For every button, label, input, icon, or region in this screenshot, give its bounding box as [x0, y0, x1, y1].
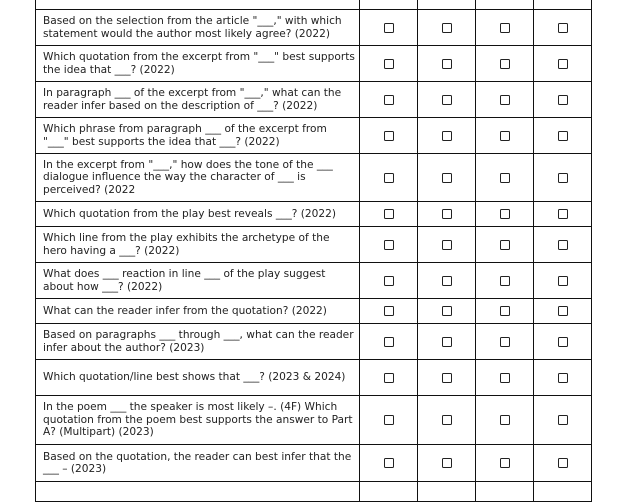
checkbox-cell: [360, 360, 418, 396]
checkbox-cell: [476, 227, 534, 263]
checkbox[interactable]: [442, 458, 452, 468]
checkbox[interactable]: [500, 95, 510, 105]
checkbox-cell: [534, 0, 592, 10]
checkbox[interactable]: [558, 23, 568, 33]
checkbox-cell: [418, 82, 476, 118]
checkbox[interactable]: [500, 306, 510, 316]
checkbox[interactable]: [558, 337, 568, 347]
checkbox[interactable]: [500, 276, 510, 286]
question-text: In the poem ___ the speaker is most likely –. (4F) Which quotation from the poem best supports the answer to Part A? (Multipart) (2023): [36, 396, 360, 445]
checkbox[interactable]: [558, 59, 568, 69]
checkbox[interactable]: [442, 240, 452, 250]
checkbox[interactable]: [384, 173, 394, 183]
checkbox-cell: [418, 227, 476, 263]
checkbox[interactable]: [558, 173, 568, 183]
checkbox[interactable]: [442, 373, 452, 383]
table-row: [36, 263, 592, 299]
checkbox[interactable]: [500, 415, 510, 425]
checkbox-cell: [418, 482, 476, 502]
question-text: [36, 0, 360, 10]
checkbox[interactable]: [384, 59, 394, 69]
question-text: What can the reader infer from the quotation? (2022): [36, 299, 360, 324]
checkbox[interactable]: [558, 458, 568, 468]
checkbox[interactable]: [558, 415, 568, 425]
checkbox[interactable]: [500, 23, 510, 33]
checkbox[interactable]: [384, 458, 394, 468]
checkbox[interactable]: [442, 276, 452, 286]
checkbox-cell: [476, 82, 534, 118]
checkbox[interactable]: [384, 95, 394, 105]
checkbox-cell: [360, 396, 418, 445]
checkbox[interactable]: [384, 240, 394, 250]
checkbox-cell: [476, 0, 534, 10]
checkbox[interactable]: [500, 373, 510, 383]
checkbox-cell: [534, 118, 592, 154]
table-row: [36, 482, 592, 502]
checkbox-cell: [534, 263, 592, 299]
checkbox[interactable]: [442, 415, 452, 425]
checkbox-cell: [476, 46, 534, 82]
checkbox-cell: [418, 10, 476, 46]
table-row: [36, 396, 592, 445]
table-row: [36, 46, 592, 82]
checkbox-cell: [534, 154, 592, 202]
checkbox-cell: [534, 324, 592, 360]
table-row: [36, 445, 592, 482]
checkbox[interactable]: [500, 173, 510, 183]
question-text: Which quotation from the excerpt from "___" best supports the idea that ___? (2022): [36, 46, 360, 82]
checkbox-cell: [534, 299, 592, 324]
checkbox[interactable]: [384, 209, 394, 219]
checkbox-cell: [360, 82, 418, 118]
question-text: Which quotation/line best shows that ___? (2023 & 2024): [36, 360, 360, 396]
question-text: Which phrase from paragraph ___ of the excerpt from "___" best supports the idea that ___? (2022): [36, 118, 360, 154]
checkbox-cell: [418, 445, 476, 482]
checkbox-cell: [360, 445, 418, 482]
question-text: [36, 482, 360, 502]
checkbox[interactable]: [558, 240, 568, 250]
checkbox[interactable]: [558, 95, 568, 105]
checkbox-cell: [476, 360, 534, 396]
table-row: [36, 299, 592, 324]
checkbox-cell: [476, 202, 534, 227]
table-row: [36, 202, 592, 227]
checkbox-cell: [360, 202, 418, 227]
checkbox-cell: [476, 154, 534, 202]
question-text: In paragraph ___ of the excerpt from "___," what can the reader infer based on the description of ___? (2022): [36, 82, 360, 118]
question-text: Which line from the play exhibits the archetype of the hero having a ___? (2022): [36, 227, 360, 263]
table-row: [36, 0, 592, 10]
table-row: [36, 118, 592, 154]
checkbox-cell: [418, 154, 476, 202]
checkbox-cell: [360, 324, 418, 360]
checkbox[interactable]: [500, 209, 510, 219]
checkbox-cell: [534, 10, 592, 46]
checkbox-cell: [534, 445, 592, 482]
checkbox[interactable]: [442, 131, 452, 141]
question-text: Which quotation from the play best reveals ___? (2022): [36, 202, 360, 227]
question-text: Based on paragraphs ___ through ___, what can the reader infer about the author? (2023): [36, 324, 360, 360]
checkbox-cell: [476, 324, 534, 360]
checkbox[interactable]: [442, 173, 452, 183]
checkbox-cell: [360, 482, 418, 502]
table-row: [36, 324, 592, 360]
checkbox-cell: [418, 324, 476, 360]
checkbox[interactable]: [500, 131, 510, 141]
checkbox-cell: [360, 299, 418, 324]
checkbox-cell: [534, 482, 592, 502]
checkbox[interactable]: [500, 240, 510, 250]
checkbox-cell: [476, 10, 534, 46]
table-row: [36, 227, 592, 263]
checkbox[interactable]: [558, 209, 568, 219]
checkbox[interactable]: [384, 337, 394, 347]
checkbox-cell: [534, 227, 592, 263]
checkbox-cell: [534, 202, 592, 227]
checkbox-cell: [534, 360, 592, 396]
checkbox[interactable]: [500, 458, 510, 468]
checkbox-cell: [360, 263, 418, 299]
table-row: [36, 82, 592, 118]
checkbox-cell: [418, 118, 476, 154]
checkbox[interactable]: [384, 415, 394, 425]
table-row: [36, 10, 592, 46]
checkbox[interactable]: [558, 373, 568, 383]
checkbox-cell: [360, 0, 418, 10]
checkbox-cell: [418, 0, 476, 10]
checkbox[interactable]: [442, 209, 452, 219]
checkbox-cell: [476, 118, 534, 154]
checkbox-cell: [418, 299, 476, 324]
checkbox-cell: [534, 82, 592, 118]
checkbox-cell: [476, 445, 534, 482]
checkbox[interactable]: [558, 306, 568, 316]
table-row: [36, 360, 592, 396]
checkbox-cell: [418, 202, 476, 227]
checkbox-cell: [476, 482, 534, 502]
checkbox[interactable]: [500, 59, 510, 69]
checkbox[interactable]: [384, 276, 394, 286]
checkbox[interactable]: [500, 337, 510, 347]
checkbox-cell: [534, 396, 592, 445]
question-checklist-table: [35, 0, 592, 502]
checkbox[interactable]: [442, 306, 452, 316]
question-text: What does ___ reaction in line ___ of the play suggest about how ___? (2022): [36, 263, 360, 299]
checkbox-cell: [476, 299, 534, 324]
checkbox-cell: [360, 46, 418, 82]
checkbox-cell: [476, 396, 534, 445]
checkbox[interactable]: [442, 59, 452, 69]
checkbox[interactable]: [442, 337, 452, 347]
checkbox-cell: [418, 396, 476, 445]
checkbox[interactable]: [384, 306, 394, 316]
checkbox[interactable]: [384, 131, 394, 141]
checkbox-cell: [360, 227, 418, 263]
checkbox[interactable]: [442, 23, 452, 33]
checkbox-cell: [476, 263, 534, 299]
checkbox[interactable]: [384, 23, 394, 33]
checkbox-cell: [360, 10, 418, 46]
question-text: Based on the quotation, the reader can best infer that the ___ – (2023): [36, 445, 360, 482]
checkbox-cell: [360, 118, 418, 154]
checkbox[interactable]: [384, 373, 394, 383]
checkbox-cell: [360, 154, 418, 202]
checkbox[interactable]: [558, 276, 568, 286]
table-row: [36, 154, 592, 202]
checkbox-cell: [418, 360, 476, 396]
checkbox-cell: [418, 263, 476, 299]
question-text: Based on the selection from the article "___," with which statement would the author most likely agree? (2022): [36, 10, 360, 46]
checkbox[interactable]: [442, 95, 452, 105]
checkbox-cell: [418, 46, 476, 82]
checkbox-cell: [534, 46, 592, 82]
checkbox[interactable]: [558, 131, 568, 141]
question-text: In the excerpt from "___," how does the tone of the ___ dialogue influence the way the character of ___ is perceived? (2022: [36, 154, 360, 202]
